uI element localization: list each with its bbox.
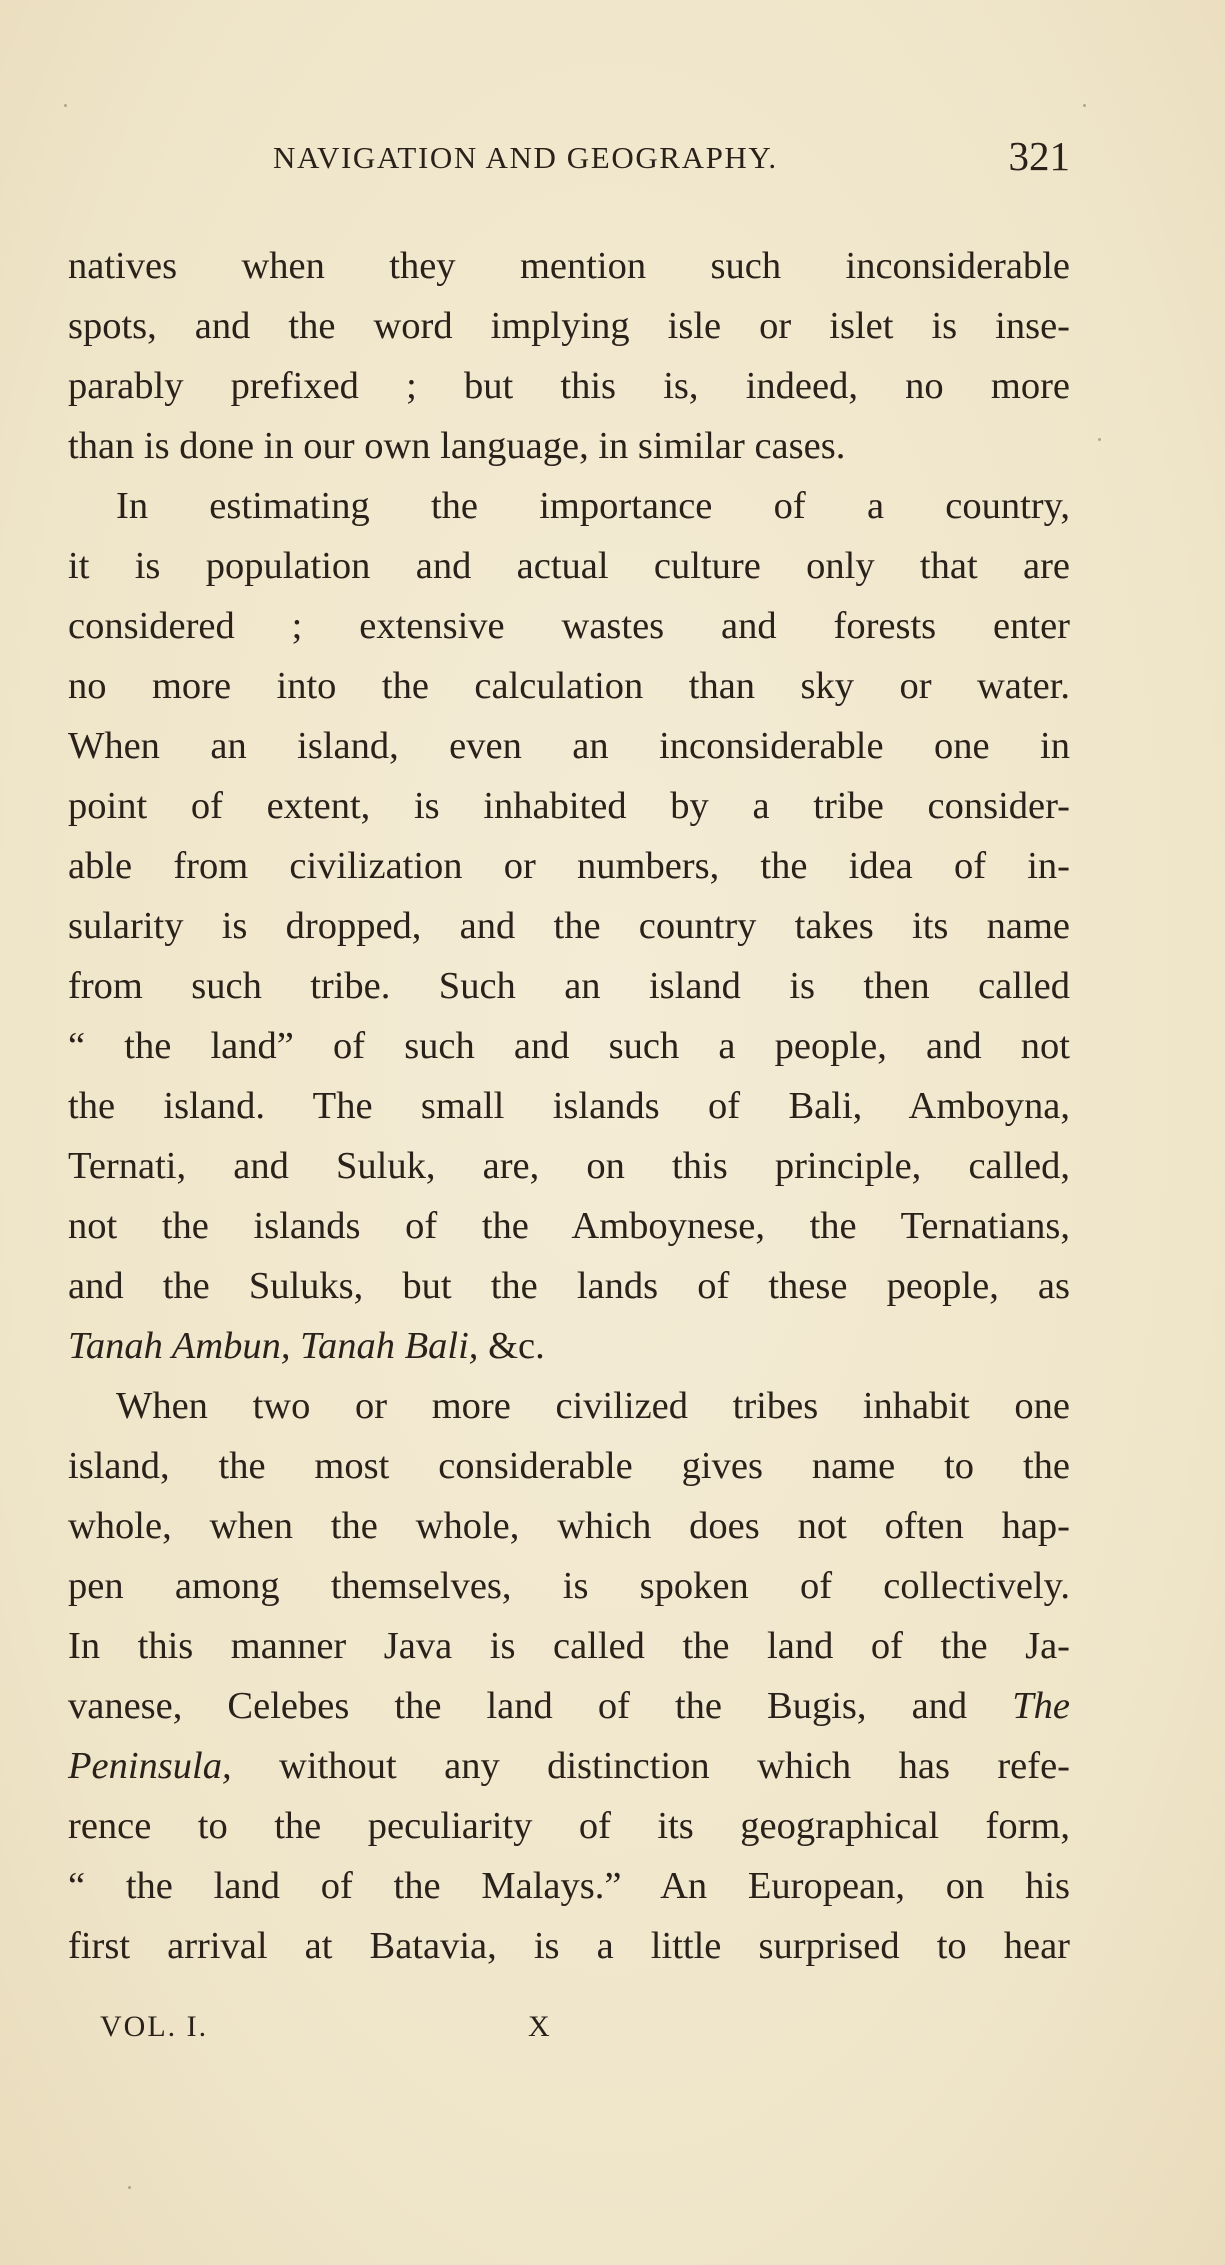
text-line: In estimating the importance of a country, (116, 485, 1070, 527)
text-line: not the islands of the Amboynese, the Ternatians, (68, 1205, 1070, 1247)
text-line: able from civilization or numbers, the idea of in- (68, 845, 1070, 887)
text-line: it is population and actual culture only that are (68, 545, 1070, 587)
text-line: first arrival at Batavia, is a little surprised to hear (68, 1925, 1070, 1967)
text-segment: without any distinction which has refe- (231, 1745, 1070, 1787)
text-line: spots, and the word implying isle or islet is inse- (68, 305, 1070, 347)
text-line: whole, when the whole, which does not often hap- (68, 1505, 1070, 1547)
text-line (68, 1676, 1070, 1736)
paper-speck (128, 2186, 131, 2189)
text-line: parably prefixed ; but this is, indeed, no more (68, 365, 1070, 407)
body-text (68, 236, 1070, 1976)
italic-text: Tanah Bali, (300, 1325, 479, 1367)
running-head (68, 132, 1070, 182)
text-line: the island. The small islands of Bali, Amboyna, (68, 1085, 1070, 1127)
text-line (68, 1736, 1070, 1796)
signature-mark: X (528, 2010, 550, 2043)
text-line: When an island, even an inconsiderable one in (68, 725, 1070, 767)
page-number: 321 (1008, 133, 1070, 179)
text-line: point of extent, is inhabited by a tribe consider- (68, 785, 1070, 827)
paper-speck (1083, 104, 1086, 107)
text-line: “ the land of the Malays.” An European, on his (68, 1865, 1070, 1907)
text-line: In this manner Java is called the land of the Ja- (68, 1625, 1070, 1667)
text-line: island, the most considerable gives name to the (68, 1445, 1070, 1487)
text-line: natives when they mention such inconsiderable (68, 245, 1070, 287)
paper-speck (1098, 438, 1101, 441)
text-line: Ternati, and Suluk, are, on this principle, called, (68, 1145, 1070, 1187)
text-line: from such tribe. Such an island is then called (68, 965, 1070, 1007)
text-segment (291, 1325, 301, 1367)
text-line: sularity is dropped, and the country takes its name (68, 905, 1070, 947)
italic-text: The (1012, 1685, 1070, 1727)
paper-speck (64, 104, 67, 107)
running-title: NAVIGATION AND GEOGRAPHY. (273, 140, 778, 175)
page-footer (100, 2010, 700, 2060)
text-line: rence to the peculiarity of its geographical form, (68, 1805, 1070, 1847)
italic-text: Tanah Ambun, (68, 1325, 291, 1367)
text-line: than is done in our own language, in similar cases. (68, 425, 846, 467)
text-line: When two or more civilized tribes inhabit one (116, 1385, 1070, 1427)
volume-label: VOL. I. (100, 2010, 209, 2043)
text-segment: &c. (478, 1325, 545, 1367)
text-segment: vanese, Celebes the land of the Bugis, and (68, 1685, 1013, 1727)
text-line: pen among themselves, is spoken of collectively. (68, 1565, 1070, 1607)
italic-text: Peninsula, (68, 1745, 232, 1787)
text-line (68, 1316, 1070, 1376)
text-line: considered ; extensive wastes and forests enter (68, 605, 1070, 647)
text-line: and the Suluks, but the lands of these people, as (68, 1265, 1070, 1307)
text-line: “ the land” of such and such a people, and not (68, 1025, 1070, 1067)
text-line: no more into the calculation than sky or water. (68, 665, 1070, 707)
